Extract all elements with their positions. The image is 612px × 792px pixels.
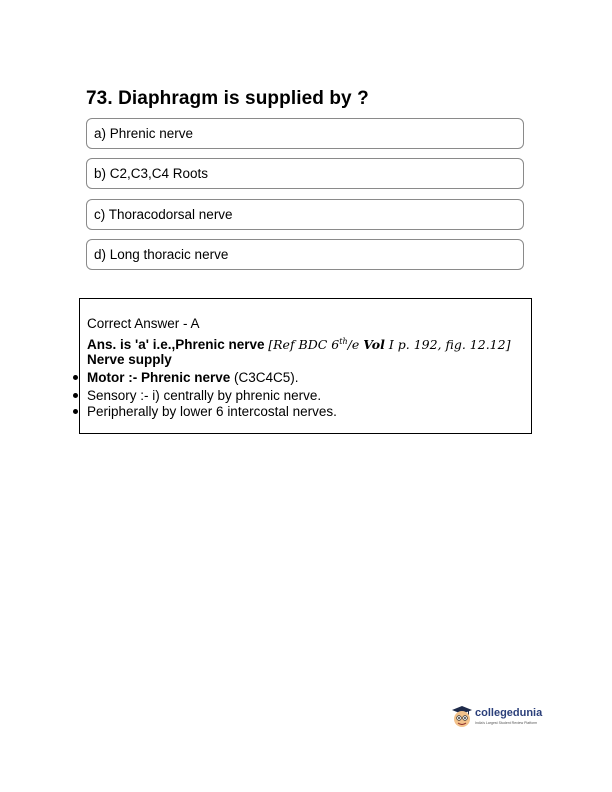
question-number: 73. — [86, 88, 113, 109]
bullet-dot — [73, 375, 78, 380]
ans-letter: 'a' — [135, 337, 149, 353]
reference — [268, 337, 510, 352]
option-c[interactable] — [86, 199, 524, 230]
peripheral-line — [87, 403, 337, 420]
supply-heading-line — [87, 351, 172, 368]
correct-answer-line — [87, 315, 200, 332]
motor-detail: (C3C4C5). — [230, 370, 299, 385]
option-a-label: a) Phrenic nerve — [94, 126, 194, 141]
option-c-label: c) Thoracodorsal nerve — [94, 207, 233, 222]
bullet-dot — [73, 409, 78, 414]
ans-prefix: Ans. is — [87, 337, 136, 353]
option-a[interactable] — [86, 118, 524, 149]
option-b-label: b) C2,C3,C4 Roots — [94, 166, 209, 181]
sensory-text: Sensory :- i) centrally by phrenic nerve. — [87, 388, 322, 403]
ref-open: [Ref BDC 6 — [268, 337, 340, 353]
option-b[interactable] — [86, 158, 524, 189]
question-title — [86, 88, 369, 110]
collegedunia-logo — [451, 703, 551, 733]
ref-vol: Vol — [363, 337, 385, 353]
ref-sup: th — [339, 337, 348, 346]
ref-mid: /e — [347, 337, 364, 353]
bullet-dot — [73, 393, 78, 398]
ref-end: I p. 192, fig. 12.12] — [384, 337, 511, 353]
motor-label: Motor :- Phrenic nerve — [87, 370, 231, 385]
option-d-label: d) Long thoracic nerve — [94, 247, 229, 262]
sensory-line — [87, 387, 321, 404]
correct-answer-text: Correct Answer - A — [87, 316, 200, 331]
mascot-face-icon — [451, 705, 473, 729]
question-text: Diaphragm is supplied by ? — [118, 88, 369, 109]
logo-tagline: India's Largest Student Review Platform — [475, 721, 538, 725]
supply-heading: Nerve supply — [87, 352, 172, 367]
logo-name: collegedunia — [475, 707, 543, 719]
ans-main: i.e.,Phrenic nerve — [148, 337, 269, 353]
motor-line — [87, 369, 299, 386]
peripheral-text: Peripherally by lower 6 intercostal nerves. — [87, 404, 337, 419]
option-d[interactable] — [86, 239, 524, 270]
